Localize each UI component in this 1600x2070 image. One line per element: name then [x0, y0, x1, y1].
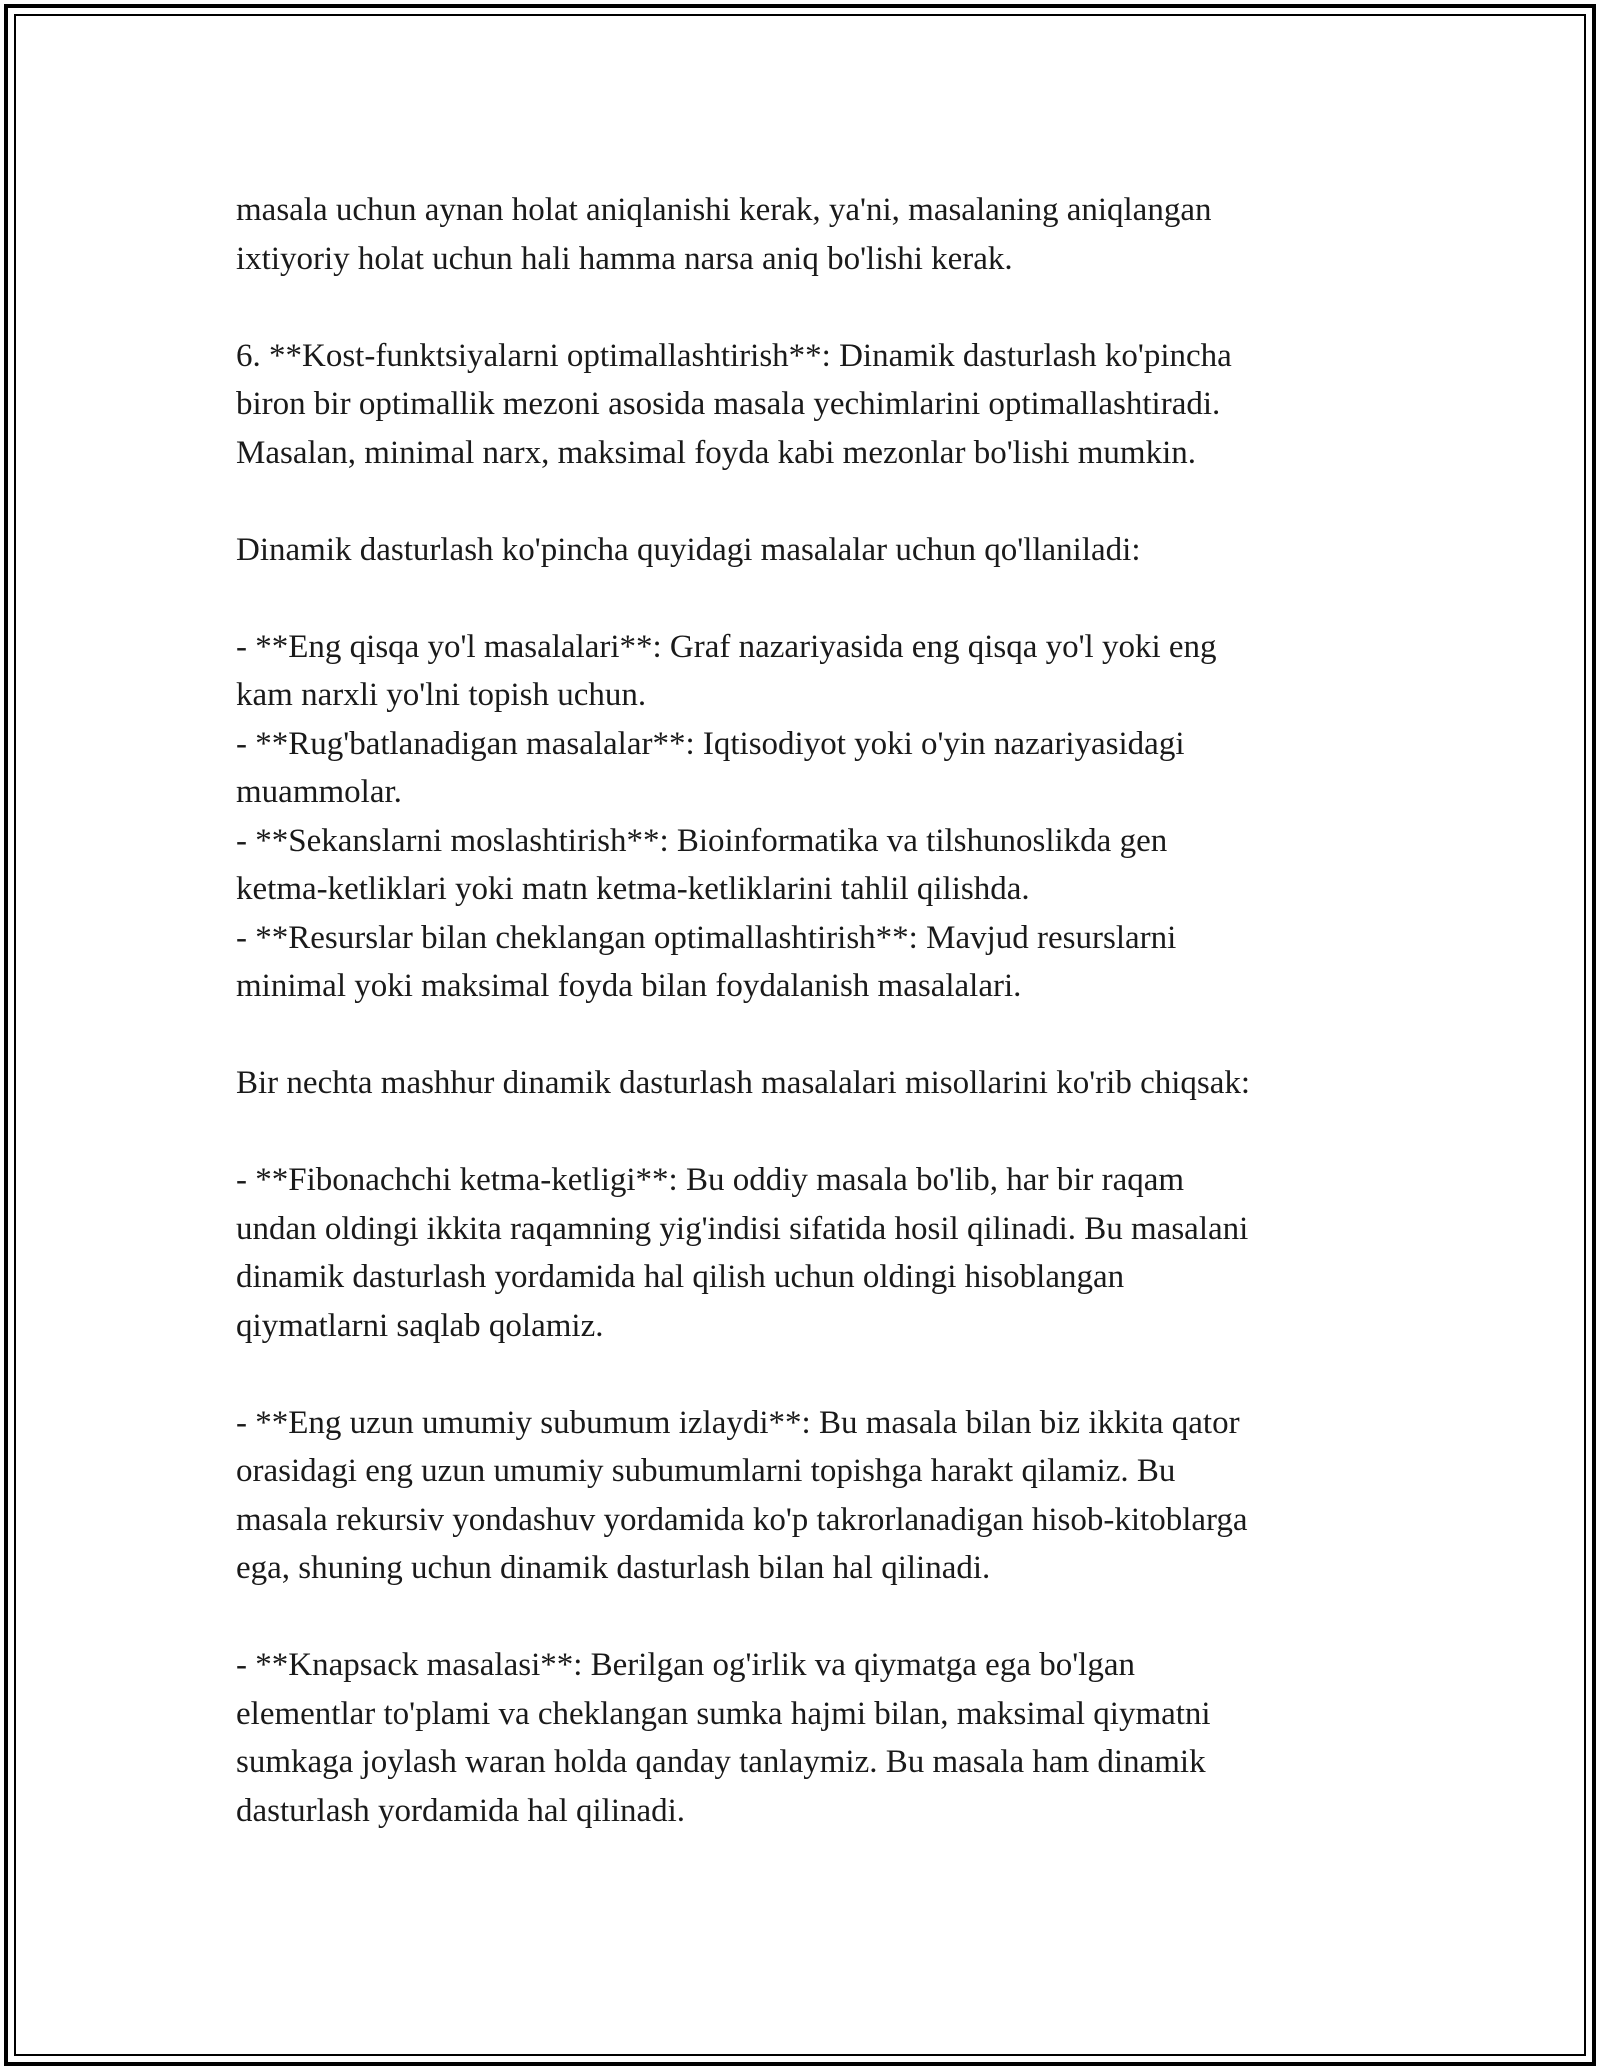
text-line: elementlar to'plami va cheklangan sumka hajmi bilan, maksimal qiymatni [236, 1695, 1211, 1732]
text-line: minimal yoki maksimal foyda bilan foydalanish masalalari. [236, 968, 1022, 1004]
text-line: undan oldingi ikkita raqamning yig'indisi sifatida hosil qilinadi. Bu masalani [236, 1210, 1249, 1247]
text-line: masala rekursiv yondashuv yordamida ko'p takrorlanadigan hisob-kitoblarga [236, 1501, 1248, 1538]
text-line: qiymatlarni saqlab qolamiz. [236, 1307, 604, 1344]
text-line: sumkaga joylash waran holda qanday tanlaymiz. Bu masala ham dinamik [236, 1744, 1206, 1780]
blank-line [236, 1593, 1386, 1642]
text-line: kam narxli yo'lni topish uchun. [236, 677, 647, 713]
text-line: muammolar. [236, 774, 402, 810]
text-line: Dinamik dasturlash ko'pincha quyidagi masalalar uchun qo'llaniladi: [236, 531, 1141, 568]
text-line: 6. **Kost-funktsiyalarni optimallashtirish**: Dinamik dasturlash ko'pincha [236, 337, 1232, 374]
text-line: - **Resurslar bilan cheklangan optimallashtirish**: Mavjud resurslarni [236, 919, 1177, 956]
text-line: biron bir optimallik mezoni asosida masala yechimlarini optimallashtiradi. [236, 386, 1221, 422]
blank-line [236, 283, 1386, 332]
text-line: orasidagi eng uzun umumiy subumumlarni topishga harakt qilamiz. Bu [236, 1453, 1176, 1489]
text-line: - **Rug'batlanadigan masalalar**: Iqtisodiyot yoki o'yin nazariyasidagi [236, 725, 1185, 762]
document-body [236, 186, 1386, 1835]
text-line: Masalan, minimal narx, maksimal foyda kabi mezonlar bo'lishi mumkin. [236, 434, 1196, 471]
text-line: ketma-ketliklari yoki matn ketma-ketliklarini tahlil qilishda. [236, 871, 1030, 907]
blank-line [236, 477, 1386, 526]
text-line: masala uchun aynan holat aniqlanishi kerak, ya'ni, masalaning aniqlangan [236, 192, 1212, 228]
text-line: - **Fibonachchi ketma-ketligi**: Bu oddiy masala bo'lib, har bir raqam [236, 1162, 1185, 1198]
text-line: - **Eng qisqa yo'l masalalari**: Graf nazariyasida eng qisqa yo'l yoki eng [236, 628, 1217, 665]
blank-line [236, 574, 1386, 623]
text-line: dasturlash yordamida hal qilinadi. [236, 1792, 686, 1829]
blank-line [236, 1108, 1386, 1157]
blank-line [236, 1011, 1386, 1060]
text-line: - **Knapsack masalasi**: Berilgan og'irlik va qiymatga ega bo'lgan [236, 1647, 1135, 1683]
text-line: - **Eng uzun umumiy subumum izlaydi**: Bu masala bilan biz ikkita qator [236, 1404, 1240, 1441]
blank-line [236, 1350, 1386, 1399]
text-line: ixtiyoriy holat uchun hali hamma narsa aniq bo'lishi kerak. [236, 240, 1013, 277]
text-line: - **Sekanslarni moslashtirish**: Bioinformatika va tilshunoslikda gen [236, 822, 1168, 859]
text-line: dinamik dasturlash yordamida hal qilish uchun oldingi hisoblangan [236, 1259, 1125, 1295]
text-line: ega, shuning uchun dinamik dasturlash bilan hal qilinadi. [236, 1550, 991, 1586]
text-line: Bir nechta mashhur dinamik dasturlash masalalari misollarini ko'rib chiqsak: [236, 1065, 1251, 1101]
